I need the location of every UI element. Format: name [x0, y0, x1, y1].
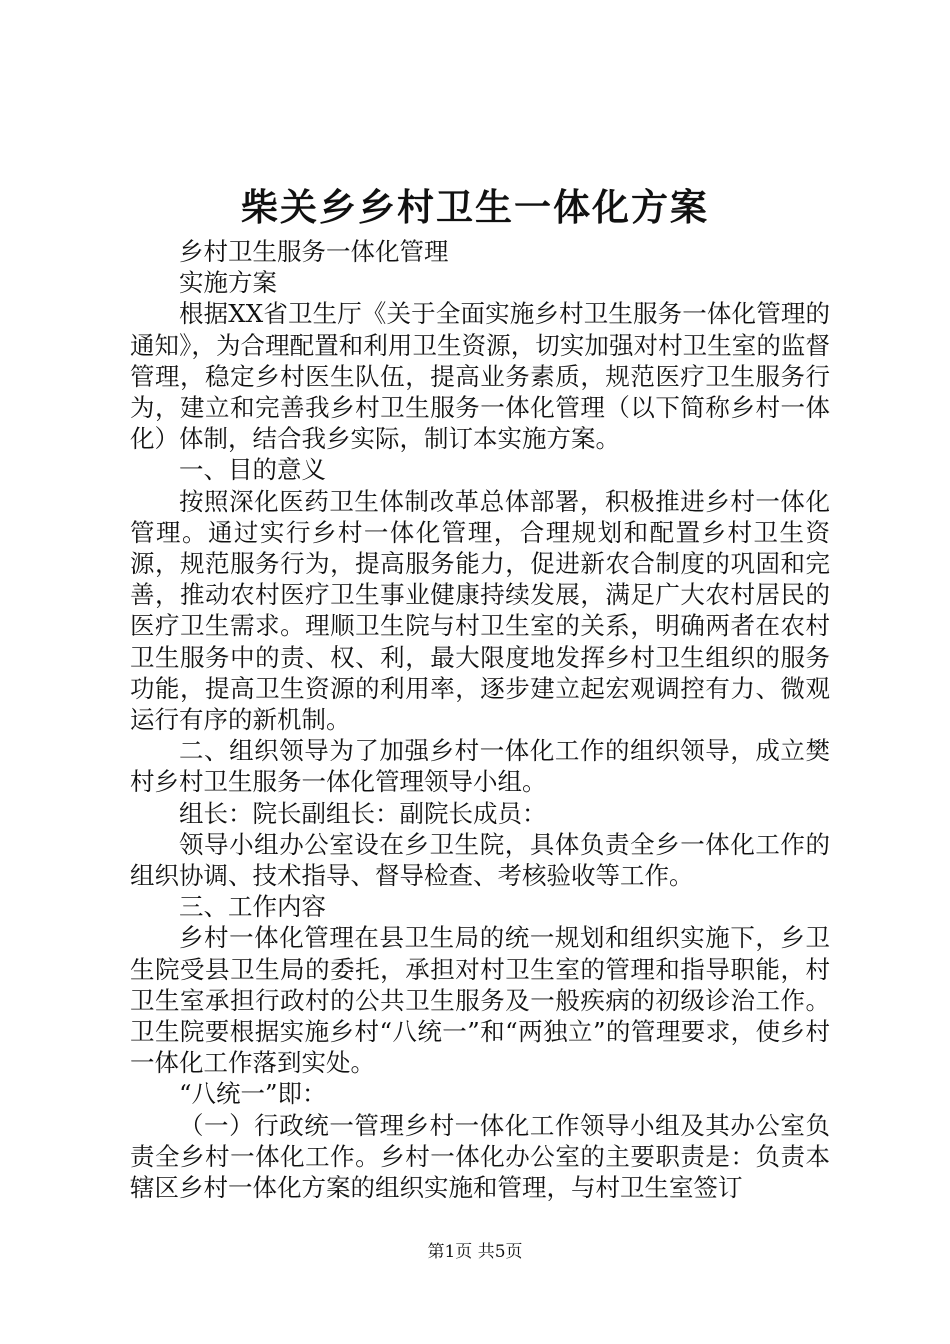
- page-number: 第1页 共5页: [427, 1242, 523, 1262]
- paragraph-subtitle: 乡村卫生服务一体化管理: [179, 237, 449, 266]
- section-heading-work: 三、工作内容: [179, 892, 326, 922]
- paragraph-purpose: 按照深化医药卫生体制改革总体部署，积极推进乡村一体化管理。通过实行乡村一体化管理，合理规划和配置乡村卫生资源，规范服务行为，提高服务能力，促进新农合制度的巩固和完善，推动农村医疗卫生事业健康持续发展，满足广大农村居民的医疗卫生需求。理顺卫生院与村卫生室的关系，明确两者在农村卫生服务中的责、权、利，最大限度地发挥乡村卫生组织的服务功能，提高卫生资源的利用率，逐步建立起宏观调控有力、微观运行有序的新机制。: [130, 486, 830, 735]
- paragraph-plan: 实施方案: [179, 268, 277, 298]
- document-title: 柴关乡乡村卫生一体化方案: [241, 186, 709, 229]
- paragraph-office: 领导小组办公室设在乡卫生院，具体负责全乡一体化工作的组织协调、技术指导、督导检查、考核验收等工作。: [130, 829, 830, 891]
- document-body: [130, 236, 830, 1203]
- paragraph-eight-unified: “八统一”即：: [179, 1079, 327, 1109]
- section-heading-leadership: 二、组织领导为了加强乡村一体化工作的组织领导，成立樊村乡村卫生服务一体化管理领导小组。: [130, 736, 830, 797]
- paragraph-item-one: （一）行政统一管理乡村一体化工作领导小组及其办公室负责全乡村一体化工作。乡村一体化办公室的主要职责是：负责本辖区乡村一体化方案的组织实施和管理，与村卫生室签订: [130, 1110, 830, 1203]
- section-heading-purpose: 一、目的意义: [179, 455, 326, 485]
- paragraph-group-members: 组长：院长副组长：副院长成员：: [179, 798, 547, 828]
- paragraph-intro: 根据XX省卫生厅《关于全面实施乡村卫生服务一体化管理的通知》，为合理配置和利用卫生资源，切实加强对村卫生室的监督管理，稳定乡村医生队伍，提高业务素质，规范医疗卫生服务行为，建立和完善我乡村卫生服务一体化管理（以下简称乡村一体化）体制，结合我乡实际，制订本实施方案。: [130, 299, 830, 454]
- paragraph-work: 乡村一体化管理在县卫生局的统一规划和组织实施下，乡卫生院受县卫生局的委托，承担对村卫生室的管理和指导职能，村卫生室承担行政村的公共卫生服务及一般疾病的初级诊治工作。卫生院要根据实施乡村“八统一”和“两独立”的管理要求，使乡村一体化工作落到实处。: [130, 923, 830, 1078]
